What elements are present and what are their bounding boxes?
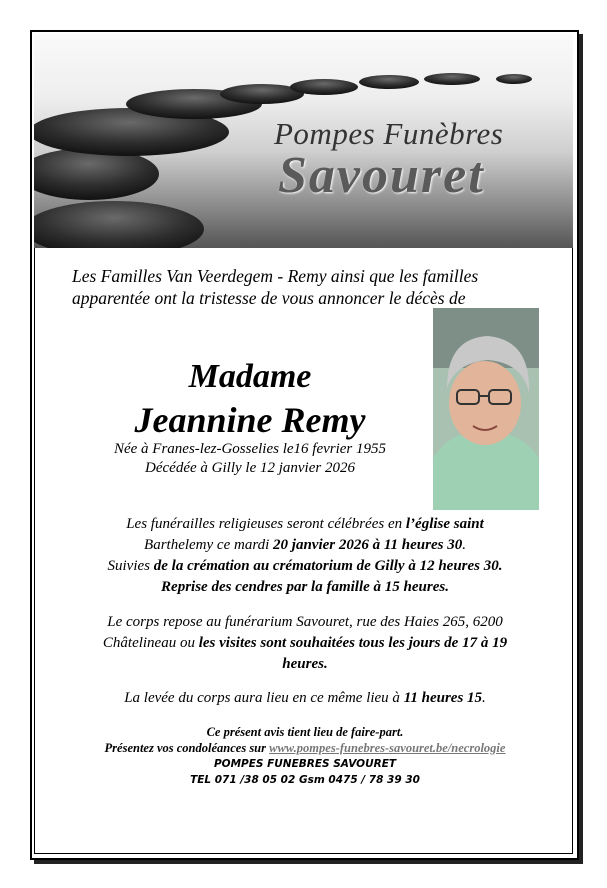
birth-info: Née à Franes-lez-Gosselies le16 fevrier 1955 [113,441,387,457]
deceased-dates [80,440,420,478]
funeral-church: l’église saint [405,516,484,532]
ashes-info: Reprise des cendres par la famille à 15 heures. [161,579,449,595]
deceased-name: Jeannine Remy [134,400,366,440]
company-name: POMPES FUNEBRES SAVOURET [213,758,397,770]
departure-time: 11 heures 15 [403,690,483,706]
funeral-details [50,514,560,598]
visiting-hours: les visites sont souhaitées tous les jours de 17 à 19 [198,635,508,651]
brand-name-line2: Savouret [278,147,485,204]
footer [50,724,560,788]
portrait-image [433,308,539,510]
condolences-link[interactable]: www.pompes-funebres-savouret.be/necrologie [269,741,506,755]
departure-details [50,688,560,709]
company-phone: TEL 071 /38 05 02 Gsm 0475 / 78 39 30 [190,774,420,786]
viewing-details [50,612,560,675]
visiting-hours-end: heures. [282,656,328,672]
funeral-text-3: Suivies [107,558,154,574]
intro-text: Les Familles Van Veerdegem - Remy ainsi que les familles apparentée ont la tristesse de vous annoncer le décès de [72,266,479,308]
condolences-label: Présentez vos condoléances sur [104,741,270,755]
funeral-text-1: Les funérailles religieuses seront célébrées en [126,516,406,532]
funeral-date: 20 janvier 2026 à 11 heures 30 [273,537,463,553]
funeral-period: . [462,537,466,553]
notice-text: Ce présent avis tient lieu de faire-part. [206,725,404,739]
header-banner [34,34,573,248]
cremation-info: de la crémation au crématorium de Gilly à 12 heures 30. [153,558,503,574]
departure-text: La levée du corps aura lieu en ce même lieu à [124,690,404,706]
funeral-text-2: Barthelemy ce mardi [144,537,274,553]
deceased-photo [433,308,539,510]
deceased-title: Madame [188,358,312,395]
brand-name-line1: Pompes Funèbres [274,116,504,151]
viewing-address: Le corps repose au funérarium Savouret, rue des Haies 265, 6200 [107,614,503,630]
death-info: Décédée à Gilly le 12 janvier 2026 [145,460,355,476]
condolences-line [50,740,560,756]
departure-period: . [482,690,486,706]
viewing-city: Châtelineau ou [102,635,199,651]
